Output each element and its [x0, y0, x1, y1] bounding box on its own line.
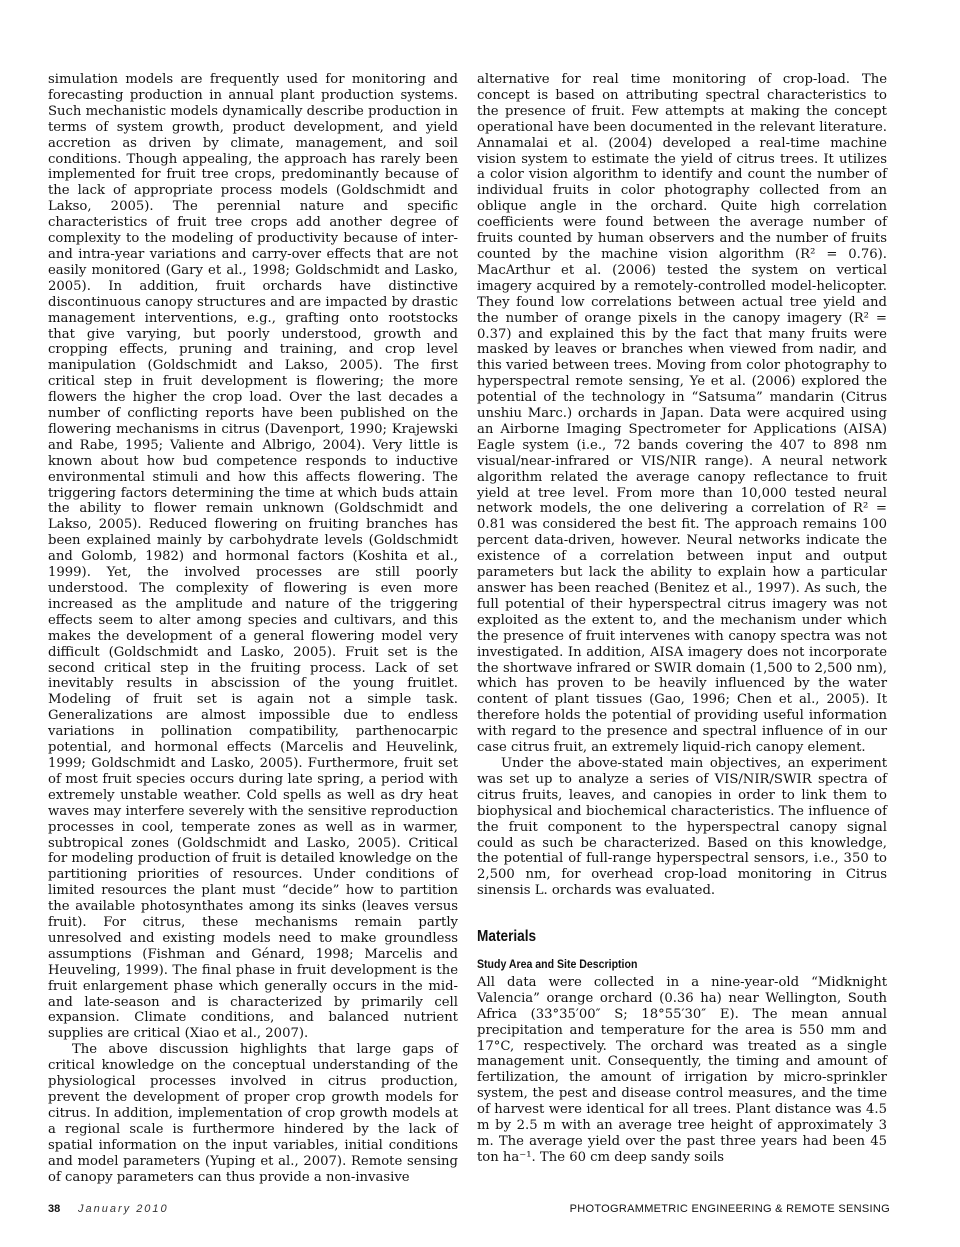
- page-footer: [48, 1203, 890, 1219]
- journal-name: PHOTOGRAMMETRIC ENGINEERING & REMOTE SENSING: [569, 1203, 890, 1215]
- body-paragraph: simulation models are frequently used for monitoring and forecasting production in annual plant production systems. Such mechanistic models dynamically describe production in terms of system growth, product development, and yield accretion as driven by climate, management, and soil conditions. Though appealing, the approach has rarely been implemented for fruit tree crops, predominantly because of the lack of appropriate process models (Goldschmidt and Lakso, 2005). The perennial nature and specific characteristics of fruit tree crops add another degree of complexity to the modeling of productivity because of inter- and intra-year variations and carry-over effects that are not easily monitored (Gary et al., 1998; Goldschmidt and Lasko, 2005). In addition, fruit orchards have distinctive discontinuous canopy structures and are impacted by drastic management interventions, e.g., grafting onto rootstocks that give varying, but poorly understood, growth and cropping effects, pruning and training, and crop level manipulation (Goldschmidt and Lakso, 2005). The first critical step in fruit development is flowering; the more flowers the higher the crop load. Over the last decades a number of conflicting reports have been published on the flowering mechanisms in citrus (Davenport, 1990; Krajewski and Rabe, 1995; Valiente and Albrigo, 2004). Very little is known about how bud competence responds to inductive environmental stimuli and how this affects flowering. The triggering factors determining the time at which buds attain the ability to flower remain unknown (Goldschmidt and Lakso, 2005). Reduced flowering on fruiting branches has been explained mainly by carbohydrate levels (Goldschmidt and Golomb, 1982) and hormonal factors (Koshita et al., 1999). Yet, the involved processes are still poorly understood. The complexity of flowering is even more increased as the amplitude and nature of the triggering effects seem to alter among species and cultivars, and this makes the development of a general flowering model very difficult (Goldschmidt and Lasko, 2005). Fruit set is the second critical step in the fruiting process. Lack of set inevitably results in abscission of the young fruitlet. Modeling of fruit set is again not a simple task. Generalizations are almost impossible due to endless variations in pollination compatibility, parthenocarpic potential, and hormonal effects (Marcelis and Heuvelink, 1999; Goldschmidt and Lasko, 2005). Furthermore, fruit set of most fruit species occurs during late spring, a period with extremely unstable weather. Cold spells as well as dry heat waves may interfere severely with the sensitive reproduction processes in cool, temperate zones as well as in warmer, subtropical zones (Goldschmidt and Lasko, 2005). Critical for modeling production of fruit is detailed knowledge on the partitioning priorities of resources. Under conditions of limited resources the plant must “decide” how to partition the available photosynthates among its sinks (leaves versus fruit). For citrus, these mechanisms remain partly unresolved and existing models need to make groundless assumptions (Fishman and Génard, 1998; Marcelis and Heuveling, 1999). The final phase in fruit development is the fruit enlargement phase which generally occurs in the mid- and late-season and is characterized by primarily cell expansion. Climate conditions, and balanced nutrient supplies are critical (Xiao et al., 2007).: [48, 72, 458, 1042]
- body-paragraph: Under the above-stated main objectives, an experiment was set up to analyze a series of VIS/NIR/SWIR spectra of citrus fruits, leaves, and canopies in order to link them to biophysical and biochemical characteristics. The influence of the fruit component to the hyperspectral canopy signal could as such be characterized. Based on this knowledge, the potential of full-range hyperspectral sensors, i.e., 350 to 2,500 nm, for overhead crop-load monitoring in Citrus sinensis L. orchards was evaluated.: [477, 755, 887, 899]
- subsection-heading: Study Area and Site Description: [477, 957, 638, 972]
- page-number: 38: [48, 1203, 61, 1215]
- body-paragraph: alternative for real time monitoring of crop-load. The concept is based on attributing spectral characteristics to the presence of fruit. Few attempts at making the concept operational have been documented in the relevant literature. Annamalai et al. (2004) developed a real-time machine vision system to estimate the yield of citrus trees. It utilizes a color vision algorithm to identify and count the number of individual fruits in color photography collected from an oblique angle in the orchard. Quite high correlation coefficients were found between the average number of fruits counted by human observers and the number of fruits counted by the machine vision algorithm (R² = 0.76). MacArthur et al. (2006) tested the system on vertical imagery acquired by a remotely-controlled model-helicopter. They found low correlations between actual tree yield and the number of orange pixels in the canopy imagery (R² = 0.37) and explained this by the fact that many fruits were masked by leaves or branches when viewed from nadir, and this varied between trees. Moving from color photography to hyperspectral remote sensing, Ye et al. (2006) explored the potential of the technology in “Satsuma” mandarin (Citrus unshiu Marc.) orchards in Japan. Data were acquired using an Airborne Imaging Spectrometer for Applications (AISA) Eagle system (i.e., 72 bands covering the 407 to 898 nm visual/near-infrared or VIS/NIR range). A neural network algorithm related the average canopy reflectance to fruit yield at tree level. From more than 10,000 tested neural network models, the one delivering a correlation of R² = 0.81 was considered the best fit. The approach remains 100 percent data-driven, however. Neural networks indicate the existence of a correlation between input and output parameters but lack the ability to explain how a particular answer has been reached (Benitez et al., 1997). As such, the full potential of their hyperspectral citrus imagery was not exploited as the extent to, and the mechanism under which the presence of fruit intervenes with canopy spectra was not investigated. In addition, AISA imagery does not incorporate the shortwave infrared or SWIR domain (1,500 to 2,500 nm), which has proven to be heavily influenced by the water content of plant tissues (Gao, 1996; Chen et al., 2005). It therefore holds the potential of providing useful information with regard to the presence and spectral influence of in our case citrus fruit, an extremely liquid-rich canopy element.: [477, 72, 887, 756]
- section-heading: Materials: [477, 928, 537, 946]
- body-paragraph: All data were collected in a nine-year-old “Midknight Valencia” orange orchard (0.36 ha) near Wellington, South Africa (33°35′00″ S; 18°55′30″ E). The mean annual precipitation and temperature for the area is 550 mm and 17°C, respectively. The orchard was treated as a single management unit. Consequently, the timing and amount of fertilization, the amount of irrigation by micro-sprinkler system, the pest and disease control measures, and the time of harvest were identical for all trees. Plant distance was 4.5 m by 2.5 m with an average tree height of approximately 3 m. The average yield over the past three years had been 45 ton ha⁻¹. The 60 cm deep sandy soils: [477, 974, 887, 1165]
- right-column: [477, 72, 887, 1166]
- body-paragraph: The above discussion highlights that large gaps of critical knowledge on the conceptual understanding of the physiological processes involved in citrus production, prevent the development of proper crop growth models for citrus. In addition, implementation of crop growth models at a regional scale is furthermore hindered by the lack of spatial information on the input variables, initial conditions and model parameters (Yuping et al., 2007). Remote sensing of canopy parameters can thus provide a non-invasive: [48, 1042, 458, 1185]
- left-column: [48, 72, 458, 1185]
- issue-date: January 2010: [78, 1203, 169, 1215]
